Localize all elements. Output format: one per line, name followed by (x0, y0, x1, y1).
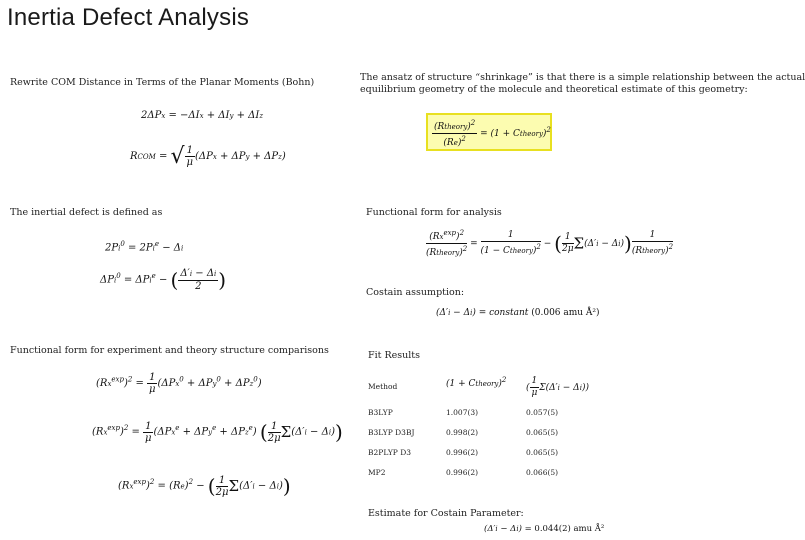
table-row-method: B3LYP D3BJ (368, 428, 415, 437)
section-heading-com-distance: Rewrite COM Distance in Terms of the Planar Moments (Bohn) (10, 77, 315, 88)
equation-planar-moment-sum: 2ΔPx = −ΔIx + ΔIy + ΔIz (141, 110, 264, 121)
equation-experiment-rcm-1: $(Rx^{exp})^2$ = $\frac{1}{\mu}$ (ΔPx$^0$ + ΔPy$^0$ + ΔPz$^0$) (96, 372, 262, 395)
table-header-delta: ( $\frac{1}{\mu}$ Σ(Δ′i − Δi)) (526, 376, 589, 398)
table-row-delta: 0.057(5) (526, 408, 559, 417)
table-row-method: B3LYP (368, 408, 393, 417)
section-heading-fit-results: Fit Results (368, 350, 420, 361)
section-heading-functional-form: Functional form for analysis (366, 207, 502, 218)
section-heading-estimate: Estimate for Costain Parameter: (368, 508, 524, 519)
section-heading-costain: Costain assumption: (366, 287, 465, 298)
equation-experiment-rcm-3: $(Rx^{exp})^2 = (Re)^2$ − ( $\frac{1}{2\mu}$ Σ(Δ′i − Δi)) (118, 474, 291, 498)
ansatz-text-line-1: The ansatz of structure “shrinkage” is that there is a simple relationship between the actual (360, 72, 805, 83)
table-header-c-theory: (1 + Ctheory)$^2$ (446, 376, 507, 389)
estimate-value: = 0.044(2) amu Å² (524, 524, 605, 534)
equation-inertial-defect-2: ΔPi$^0$ = ΔPi$^e$ − ( $\frac{\Delta'i - \Delta i}{2}$ ) (100, 268, 227, 292)
equation-functional-form: $\frac{(Rx^{exp})^2}{(Rtheory)^2}$ = $\frac{1}{(1 - Ctheory)^2}$ − ( $\frac{1}{2\mu}$ Σ(Δ′i − Δi)) $\frac{1}{(Rtheory)^2}$ (426, 229, 674, 258)
table-row-delta: 0.066(5) (526, 468, 559, 477)
equation-ansatz: $\frac{(Rtheory)^2}{(Re)^2}$ = (1 + Ctheory)$^2$ (434, 119, 551, 148)
slide-title: Inertia Defect Analysis (7, 4, 250, 31)
table-row-method: MP2 (368, 468, 386, 477)
equation-inertial-defect-1: $2Pi^0 = 2Pi^e - \Delta i$ (105, 240, 184, 254)
costain-value: 0.006 amu Å² (534, 308, 597, 318)
table-row-delta: 0.065(5) (526, 428, 559, 437)
table-row-c-theory: 0.998(2) (446, 428, 479, 437)
table-row-c-theory: 0.996(2) (446, 468, 479, 477)
ansatz-text-line-2: equilibrium geometry of the molecule and theoretical estimate of this geometry: (360, 84, 748, 95)
equation-experiment-rcm-2: $(Rx^{exp})^2$ = $\frac{1}{\mu}$ (ΔPx$^e$ + ΔPy$^e$ + ΔPz$^e$) ( $\frac{1}{2\mu}$ Σ(Δ′i − Δi)) (92, 420, 343, 444)
equation-estimate: (Δ′i − Δi) = 0.044(2) amu Å² (484, 524, 605, 534)
table-row-c-theory: 0.996(2) (446, 448, 479, 457)
table-header-method: Method (368, 382, 398, 391)
table-row-delta: 0.065(5) (526, 448, 559, 457)
table-row-method: B2PLYP D3 (368, 448, 411, 457)
equation-com-distance: RCOM = √ $\frac{1}{\mu}$ (ΔPx + ΔPy + ΔPz) (130, 144, 286, 169)
section-heading-comparisons: Functional form for experiment and theory structure comparisons (10, 345, 329, 356)
equation-costain: (Δ′i − Δi) = constant (0.006 amu Å²) (436, 308, 600, 318)
section-heading-inertial-defect: The inertial defect is defined as (10, 207, 163, 218)
table-row-c-theory: 1.007(3) (446, 408, 479, 417)
